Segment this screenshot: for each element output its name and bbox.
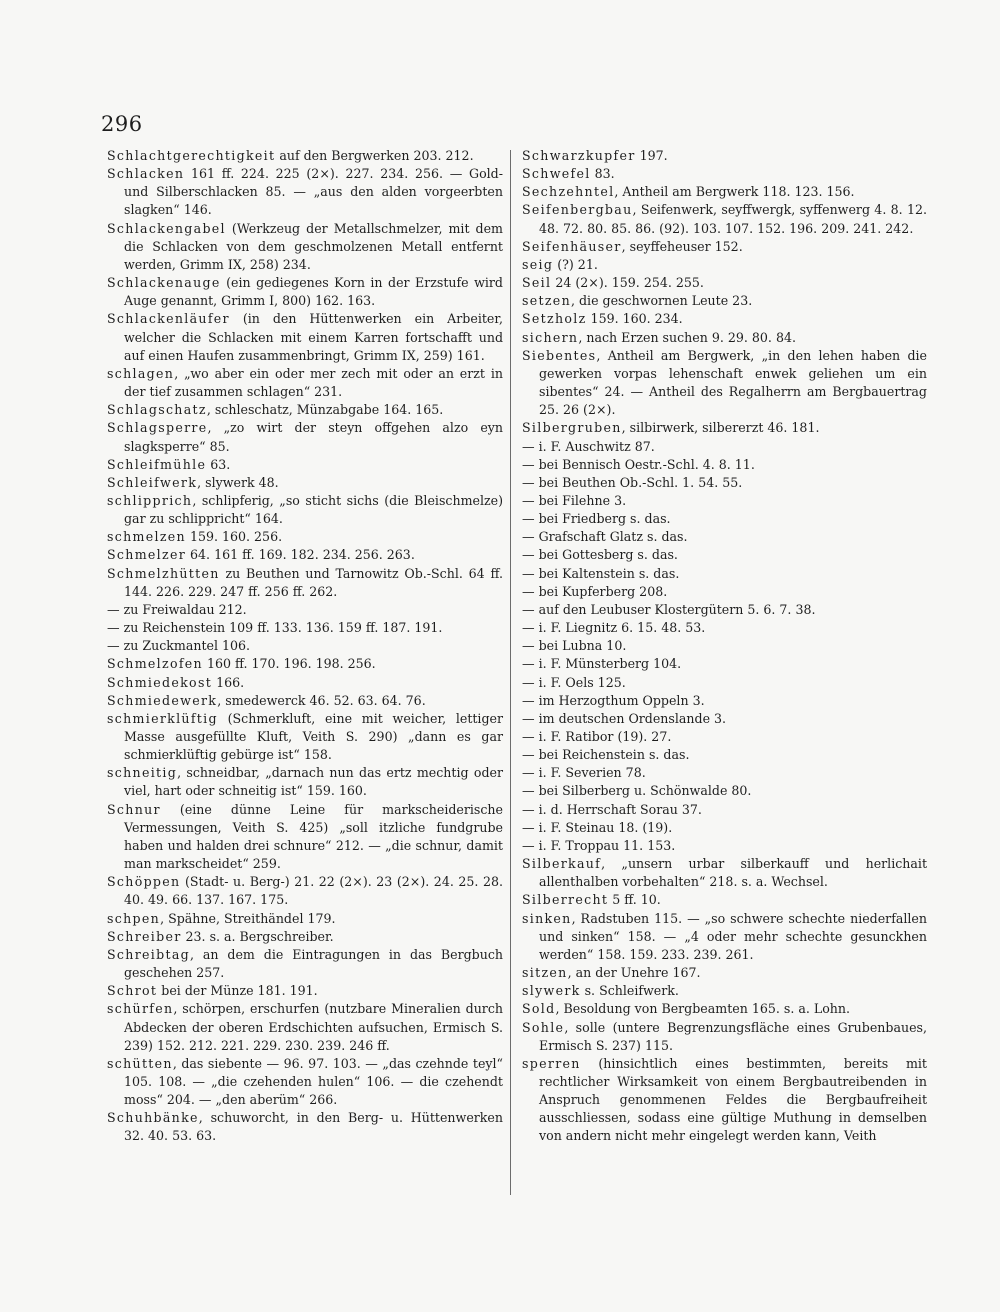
- index-text: , seyffeheuser 152.: [621, 238, 743, 254]
- index-entry: [107, 910, 503, 928]
- index-term: Schmelzhütten: [107, 565, 220, 581]
- index-text: , an dem die Eintragungen in das Bergbuch geschehen 257.: [124, 946, 503, 981]
- index-text: — bei Beuthen Ob.-Schl. 1. 54. 55.: [522, 474, 743, 490]
- index-text: (Werkzeug der Metallschmelzer, mit dem die Schlacken von dem geschmolzenen Metall entfernt werden, Grimm IX, 258) 234.: [124, 220, 503, 272]
- index-text: , Radstuben 115. — „so schwere schechte niederfallen und sinken“ 158. — „4 oder mehr schechte gesunckhen werden“ 158. 159. 233. 239. 261.: [539, 910, 927, 962]
- index-text: — i. F. Ratibor (19). 27.: [522, 729, 672, 744]
- index-text: 24 (2×). 159. 254. 255.: [551, 275, 704, 291]
- index-text: 23. s. a. Bergschreiber.: [181, 928, 334, 944]
- index-entry: [107, 674, 503, 692]
- index-entry: [522, 964, 927, 982]
- index-text: — bei Friedberg s. das.: [522, 511, 671, 527]
- index-term: Sold: [522, 1001, 556, 1017]
- index-entry: [522, 274, 927, 292]
- index-entry: [107, 637, 503, 655]
- index-entry: [522, 183, 927, 201]
- index-text: (Stadt- u. Berg-) 21. 22 (2×). 23 (2×). 24. 25. 28. 40. 49. 66. 137. 167. 175.: [124, 874, 503, 908]
- index-entry: [107, 692, 503, 710]
- index-text: , die geschwornen Leute 23.: [570, 293, 753, 309]
- index-term: schneitig: [107, 765, 178, 781]
- index-entry: [522, 347, 927, 420]
- index-text: — bei Kaltenstein s. das.: [522, 565, 680, 581]
- index-term: schütten: [107, 1055, 173, 1071]
- index-term: Schleifwerk: [107, 474, 198, 490]
- index-entry: [522, 310, 927, 328]
- index-entry: [107, 873, 503, 909]
- index-term: schürfen: [107, 1001, 174, 1017]
- index-text: bei der Münze 181. 191.: [157, 983, 318, 999]
- index-text: — bei Gottesberg s. das.: [522, 547, 678, 563]
- index-entry: [522, 728, 927, 746]
- index-term: Schlackenauge: [107, 275, 221, 291]
- index-term: Schlagschatz: [107, 402, 207, 418]
- index-term: Setzholz: [522, 311, 587, 327]
- index-text: 159. 160. 256.: [185, 529, 283, 545]
- index-entry: [107, 310, 503, 364]
- index-term: Schuhbänke: [107, 1110, 199, 1126]
- index-text: — i. F. Liegnitz 6. 15. 48. 53.: [522, 620, 706, 636]
- index-entry: [107, 710, 503, 764]
- index-entry: [522, 456, 927, 474]
- index-entry: [107, 274, 503, 310]
- index-text: 5 ff. 10.: [608, 892, 661, 908]
- index-text: — i. d. Herrschaft Sorau 37.: [522, 801, 702, 817]
- index-entry: [522, 238, 927, 256]
- index-entry: [522, 674, 927, 692]
- index-text: — bei Silberberg u. Schönwalde 80.: [522, 783, 752, 799]
- index-text: , schleschatz, Münzabgabe 164. 165.: [206, 402, 444, 418]
- index-entry: [522, 292, 927, 310]
- index-text: , Antheil am Bergwerk 118. 123. 156.: [614, 184, 855, 200]
- index-entry: [107, 982, 503, 1000]
- index-entry: [107, 419, 503, 455]
- index-term: sperren: [522, 1055, 581, 1071]
- index-text: — bei Reichenstein s. das.: [522, 747, 690, 763]
- index-term: Schreibtag: [107, 946, 190, 962]
- index-term: Schrot: [107, 983, 158, 999]
- index-term: setzen: [522, 293, 571, 309]
- index-entry: [107, 147, 503, 165]
- index-text: , schneidbar, „darnach nun das ertz mechtig oder viel, hart oder schneitig ist“ 159. 160.: [124, 765, 503, 799]
- index-text: 83.: [590, 166, 615, 182]
- index-text: , Seifenwerk, seyffwergk, syffenwerg 4. 8. 12. 48. 72. 80. 85. 86. (92). 103. 107. 152. 196. 209. 241. 242.: [539, 202, 927, 236]
- index-text: (eine dünne Leine für markscheiderische Vermessungen, Veith S. 425) „soll itzliche fundgrube haben und halden drei schnure“ 212. — „die schnur, damit man markscheidet“ 259.: [124, 801, 503, 872]
- index-entry: [522, 601, 927, 619]
- index-entry: [107, 492, 503, 528]
- index-entry: [522, 583, 927, 601]
- index-text: — bei Lubna 10.: [522, 638, 627, 654]
- index-text: — i. F. Münsterberg 104.: [522, 656, 682, 672]
- index-term: Sechzehntel: [522, 184, 615, 200]
- index-entry: [107, 655, 503, 673]
- index-term: Schlagsperre: [107, 420, 208, 436]
- index-entry: [107, 165, 503, 219]
- index-text: — zu Zuckmantel 106.: [107, 638, 251, 654]
- index-entry: [522, 837, 927, 855]
- index-text: , smedewerck 46. 52. 63. 64. 76.: [217, 692, 426, 708]
- index-entry: [522, 510, 927, 528]
- index-term: Siebentes: [522, 347, 597, 363]
- index-entry: [107, 401, 503, 419]
- index-entry: [522, 492, 927, 510]
- index-text: — i. F. Auschwitz 87.: [522, 438, 655, 454]
- index-entry: [107, 619, 503, 637]
- index-entry: [522, 329, 927, 347]
- index-text: (Schmerkluft, eine mit weicher, lettiger Masse ausgefüllte Kluft, Veith S. 290) „dann es gar schmierklüftig gebürge ist“ 158.: [124, 710, 503, 763]
- index-text: , „unsern urbar silberkauff und herlichait allenthalben vorbehalten“ 218. s. a. Wechsel.: [539, 856, 927, 890]
- index-text: 63.: [206, 456, 231, 472]
- index-entry: [107, 220, 503, 274]
- index-text: , Antheil am Bergwerk, „in den lehen haben die gewerken vorpas lehenschaft enwek geliehen um ein sibentes“ 24. — Antheil des Regalherrn am Bergbauertrag 25. 26 (2×).: [539, 347, 927, 418]
- index-entry: [522, 764, 927, 782]
- index-text: , schuworcht, in den Berg- u. Hüttenwerken 32. 40. 53. 63.: [124, 1110, 503, 1144]
- index-text: — im Herzogthum Oppeln 3.: [522, 692, 705, 708]
- index-text: (?) 21.: [553, 256, 598, 272]
- index-text: — bei Filehne 3.: [522, 492, 627, 508]
- index-entry: [522, 147, 927, 165]
- index-entry: [522, 819, 927, 837]
- index-entry: [522, 165, 927, 183]
- index-entry: [522, 655, 927, 673]
- right-column: [522, 147, 927, 1146]
- index-entry: [522, 474, 927, 492]
- index-entry: [107, 764, 503, 800]
- index-text: 159. 160. 234.: [586, 311, 683, 327]
- index-text: , „wo aber ein oder mer zech mit oder an erzt in der tief zusammen schlagen“ 231.: [124, 365, 503, 400]
- index-term: Schlachtgerechtigkeit: [107, 148, 276, 163]
- index-term: schlagen: [107, 365, 175, 381]
- index-term: Schwarzkupfer: [522, 148, 636, 163]
- index-text: , schlipferig, „so sticht sichs (die Bleischmelze) gar zu schlippricht“ 164.: [124, 492, 503, 527]
- index-text: , silbirwerk, silbererzt 46. 181.: [621, 420, 820, 436]
- index-text: 166.: [212, 674, 245, 690]
- index-term: Schlackenläufer: [107, 311, 230, 327]
- index-text: auf den Bergwerken 203. 212.: [275, 148, 474, 163]
- index-term: seig: [522, 256, 554, 272]
- index-text: 64. 161 ff. 169. 182. 234. 256. 263.: [186, 547, 415, 563]
- index-term: Schmiedekost: [107, 674, 213, 690]
- index-entry: [522, 746, 927, 764]
- index-entry: [522, 201, 927, 237]
- index-term: schpen: [107, 910, 161, 926]
- index-entry: [522, 692, 927, 710]
- index-text: , solle (untere Begrenzungsfläche eines Grubenbaues, Ermisch S. 237) 115.: [539, 1019, 927, 1053]
- index-text: s. Schleifwerk.: [580, 983, 679, 999]
- index-entry: [522, 801, 927, 819]
- index-text: zu Beuthen und Tarnowitz Ob.-Schl. 64 ff. 144. 226. 229. 247 ff. 256 ff. 262.: [124, 565, 503, 599]
- index-entry: [107, 1000, 503, 1054]
- index-term: Silbergruben: [522, 420, 622, 436]
- index-term: Seil: [522, 275, 552, 291]
- index-term: sinken: [522, 910, 572, 926]
- index-text: — Grafschaft Glatz s. das.: [522, 529, 688, 545]
- index-entry: [107, 474, 503, 492]
- index-term: schmierklüftig: [107, 710, 218, 726]
- index-term: Schwefel: [522, 166, 591, 182]
- index-term: schlipprich: [107, 492, 193, 508]
- index-term: Schreiber: [107, 928, 182, 944]
- index-term: Seifenhäuser: [522, 238, 622, 254]
- index-term: Seifenbergbau: [522, 202, 633, 218]
- index-entry: [522, 256, 927, 274]
- index-term: sichern: [522, 329, 579, 345]
- index-term: Schmelzofen: [107, 656, 203, 672]
- index-entry: [522, 419, 927, 437]
- index-entry: [522, 528, 927, 546]
- index-text: — zu Reichenstein 109 ff. 133. 136. 159 ff. 187. 191.: [107, 620, 443, 636]
- index-entry: [107, 456, 503, 474]
- index-text: , Spähne, Streithändel 179.: [160, 910, 336, 926]
- index-text: (ein gediegenes Korn in der Erzstufe wird Auge genannt, Grimm I, 800) 162. 163.: [124, 275, 503, 309]
- index-entry: [522, 1019, 927, 1055]
- index-text: (hinsichtlich eines bestimmten, bereits mit rechtlicher Wirksamkeit von einem Bergbautreibenden in Anspruch genommenen Feldes die Bergbaufreiheit ausschliessen, sodass eine gültige Muthung in demselben von andern nicht mehr eingelegt werden kann, Veith: [539, 1055, 927, 1144]
- index-text: — zu Freiwaldau 212.: [107, 601, 247, 617]
- index-text: — i. F. Oels 125.: [522, 674, 626, 690]
- index-entry: [522, 546, 927, 564]
- index-entry: [522, 710, 927, 728]
- index-text: 161 ff. 224. 225 (2×). 227. 234. 256. — Gold- und Silberschlacken 85. — „aus den alden vorgeerbten slagken“ 146.: [124, 166, 503, 218]
- index-entry: [522, 910, 927, 964]
- index-term: Schmiedewerk: [107, 692, 218, 708]
- index-term: sitzen: [522, 965, 568, 981]
- index-term: slywerk: [522, 983, 581, 999]
- left-column: [107, 147, 503, 1146]
- index-term: Schnur: [107, 801, 161, 817]
- index-text: , nach Erzen suchen 9. 29. 80. 84.: [578, 329, 796, 345]
- index-entry: [107, 565, 503, 601]
- index-entry: [107, 528, 503, 546]
- index-entry: [522, 438, 927, 456]
- index-text: , „zo wirt der steyn offgehen alzo eyn slagksperre“ 85.: [124, 420, 503, 454]
- index-entry: [107, 801, 503, 874]
- index-entry: [107, 546, 503, 564]
- index-text: — i. F. Troppau 11. 153.: [522, 837, 676, 853]
- index-term: Schlacken: [107, 166, 185, 182]
- index-text: — i. F. Steinau 18. (19).: [522, 819, 673, 835]
- index-text: — bei Kupferberg 208.: [522, 583, 668, 599]
- page-number: 296: [101, 112, 143, 136]
- index-term: Sohle: [522, 1019, 565, 1035]
- index-text: , schörpen, erschurfen (nutzbare Mineralien durch Abdecken der oberen Erdschichten aufsuchen, Ermisch S. 239) 152. 212. 221. 229. 230. 239. 246 ff.: [124, 1001, 503, 1053]
- index-text: — auf den Leubuser Klostergütern 5. 6. 7. 38.: [522, 601, 816, 617]
- index-entry: [107, 946, 503, 982]
- index-term: Silberkauf: [522, 856, 602, 872]
- index-term: Schlackengabel: [107, 220, 226, 236]
- index-entry: [522, 855, 927, 891]
- index-entry: [522, 982, 927, 1000]
- index-entry: [107, 601, 503, 619]
- index-entry: [522, 891, 927, 909]
- column-divider: [510, 150, 511, 1195]
- index-text: — i. F. Severien 78.: [522, 765, 646, 781]
- index-entry: [522, 1000, 927, 1018]
- index-text: , slywerk 48.: [197, 474, 279, 490]
- index-entry: [522, 619, 927, 637]
- index-entry: [107, 1055, 503, 1109]
- index-entry: [522, 1055, 927, 1146]
- index-text: , an der Unehre 167.: [567, 965, 701, 981]
- index-entry: [522, 565, 927, 583]
- index-term: Schöppen: [107, 874, 181, 890]
- index-entry: [522, 637, 927, 655]
- index-text: — im deutschen Ordenslande 3.: [522, 710, 727, 726]
- index-text: — bei Bennisch Oestr.-Schl. 4. 8. 11.: [522, 456, 755, 472]
- index-entry: [522, 782, 927, 800]
- index-entry: [107, 928, 503, 946]
- index-entry: [107, 365, 503, 401]
- index-entry: [107, 1109, 503, 1145]
- index-text: 197.: [635, 148, 668, 163]
- index-term: Schleifmühle: [107, 456, 207, 472]
- index-text: , das siebente — 96. 97. 103. — „das czehnde teyl“ 105. 108. — „die czehenden hulen“ 106. — die czehendt moss“ 204. — „den aberüm“ 266.: [124, 1055, 503, 1108]
- index-term: Silberrecht: [522, 892, 609, 908]
- index-term: Schmelzer: [107, 547, 187, 563]
- index-term: schmelzen: [107, 529, 186, 545]
- index-text: , Besoldung von Bergbeamten 165. s. a. Lohn.: [555, 1001, 851, 1017]
- index-text: (in den Hüttenwerken ein Arbeiter, welcher die Schlacken mit einem Karren fortschafft und auf einen Haufen zusammenbringt, Grimm IX, 259) 161.: [124, 311, 503, 363]
- index-text: 160 ff. 170. 196. 198. 256.: [202, 656, 376, 672]
